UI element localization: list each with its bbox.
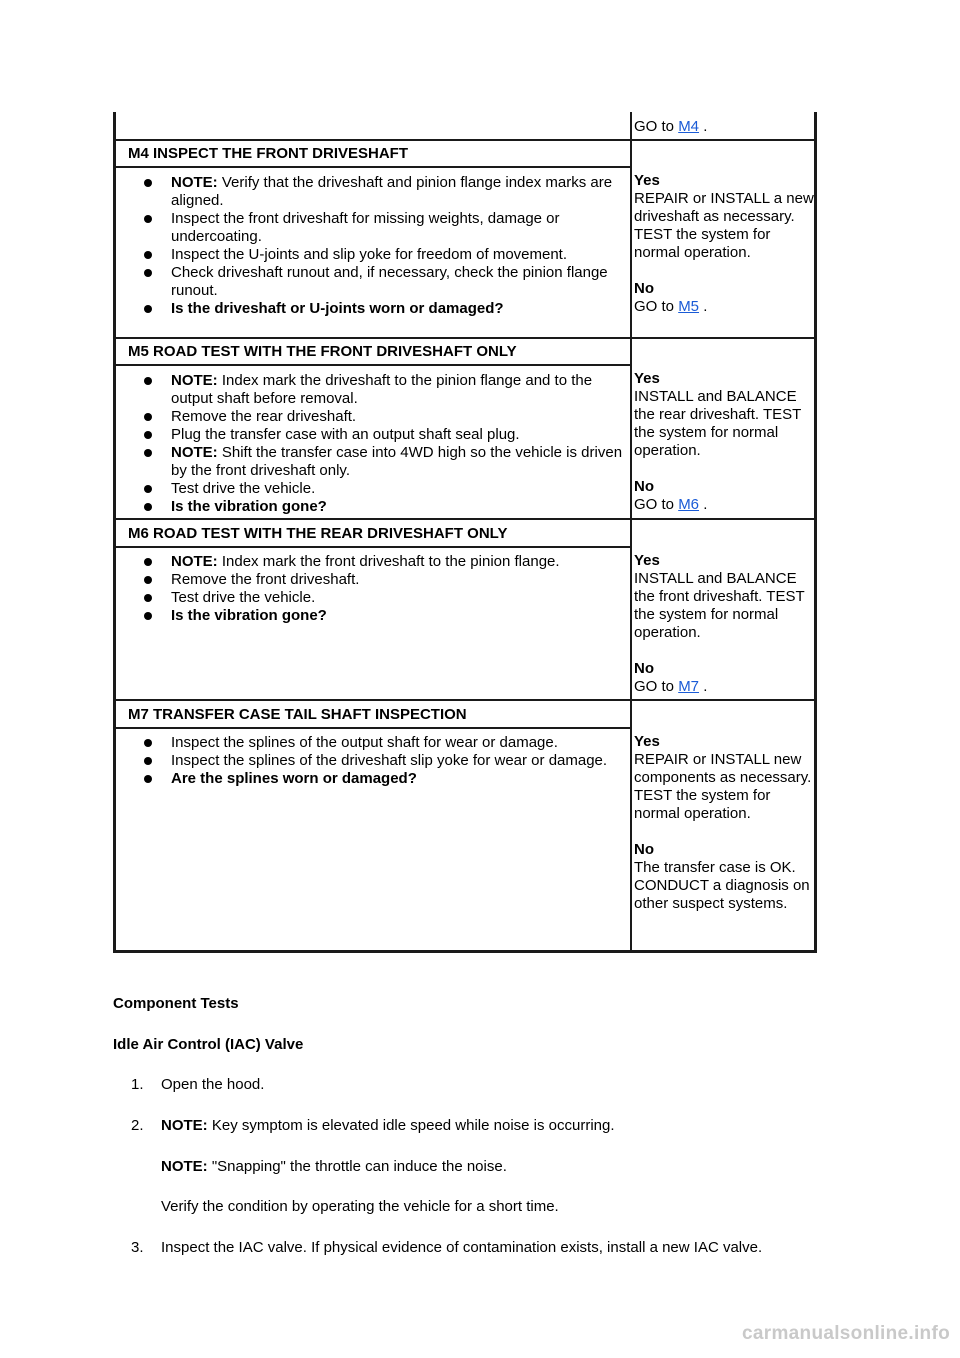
step-m6-bullets [140, 553, 625, 625]
top-result-cell: GO to M4 . [634, 118, 708, 135]
row-divider [116, 337, 814, 339]
list-item: Plug the transfer case with an output shaft seal plug. [140, 426, 625, 444]
link-m7[interactable]: M7 [678, 678, 700, 695]
list-item: Inspect the splines of the output shaft for wear or damage. [140, 734, 625, 752]
list-item: Is the driveshaft or U-joints worn or damaged? [140, 300, 625, 318]
list-item: NOTE: Index mark the front driveshaft to the pinion flange. [140, 553, 625, 571]
title-divider [116, 166, 630, 168]
step-text: Inspect the IAC valve. If physical evidence of contamination exists, install a new IAC valve. [161, 1239, 763, 1256]
list-item: Is the vibration gone? [140, 607, 625, 625]
step-m4-title: M4 INSPECT THE FRONT DRIVESHAFT [128, 145, 409, 162]
step-number: 1. [131, 1076, 144, 1093]
list-item: Is the vibration gone? [140, 498, 625, 516]
note-line: NOTE: "Snapping" the throttle can induce the noise. [161, 1158, 507, 1175]
list-item: Inspect the splines of the driveshaft slip yoke for wear or damage. [140, 752, 625, 770]
step-m7-title: M7 TRANSFER CASE TAIL SHAFT INSPECTION [128, 706, 467, 723]
list-item: Remove the rear driveshaft. [140, 408, 625, 426]
step-m6-title: M6 ROAD TEST WITH THE REAR DRIVESHAFT ONLY [128, 525, 508, 542]
list-item: Inspect the front driveshaft for missing weights, damage or undercoating. [140, 210, 625, 246]
list-item: Test drive the vehicle. [140, 480, 625, 498]
note-line: NOTE: Key symptom is elevated idle speed while noise is occurring. [161, 1117, 615, 1134]
link-m4[interactable]: M4 [678, 118, 700, 135]
row-divider [116, 518, 814, 520]
list-item: Are the splines worn or damaged? [140, 770, 625, 788]
step-m4-result: Yes REPAIR or INSTALL a new driveshaft as necessary. TEST the system for normal operation. No GO to M5 . [634, 172, 814, 315]
link-m5[interactable]: M5 [678, 298, 700, 315]
list-item: Remove the front driveshaft. [140, 571, 625, 589]
step-text: Open the hood. [161, 1076, 265, 1093]
step-m7-result: Yes REPAIR or INSTALL new components as necessary. TEST the system for normal operation. No The transfer case is OK. CONDUCT a diagnosis on other suspect systems. [634, 733, 812, 912]
list-item: Check driveshaft runout and, if necessary, check the pinion flange runout. [140, 264, 625, 300]
step-m7-bullets [140, 734, 625, 788]
list-item: Test drive the vehicle. [140, 589, 625, 607]
list-item: NOTE: Shift the transfer case into 4WD high so the vehicle is driven by the front driveshaft only. [140, 444, 625, 480]
list-item: Inspect the U-joints and slip yoke for freedom of movement. [140, 246, 625, 264]
section-heading: Component Tests [113, 995, 239, 1012]
link-m6[interactable]: M6 [678, 496, 700, 513]
row-divider [116, 699, 814, 701]
column-divider [630, 112, 632, 950]
step-text: Verify the condition by operating the vehicle for a short time. [161, 1198, 559, 1215]
diagnostic-table [113, 112, 817, 953]
list-item: NOTE: Verify that the driveshaft and pinion flange index marks are aligned. [140, 174, 625, 210]
step-m5-title: M5 ROAD TEST WITH THE FRONT DRIVESHAFT ONLY [128, 343, 517, 360]
row-divider [116, 139, 814, 141]
step-number: 2. [131, 1117, 144, 1134]
step-m4-bullets [140, 174, 625, 318]
step-m5-result: Yes INSTALL and BALANCE the rear driveshaft. TEST the system for normal operation. No GO to M6 . [634, 370, 802, 513]
step-number: 3. [131, 1239, 144, 1256]
subsection-heading: Idle Air Control (IAC) Valve [113, 1036, 304, 1053]
title-divider [116, 727, 630, 729]
title-divider [116, 364, 630, 366]
list-item: NOTE: Index mark the driveshaft to the pinion flange and to the output shaft before removal. [140, 372, 625, 408]
watermark: carmanualsonline.info [742, 1323, 950, 1344]
step-m5-bullets [140, 372, 625, 516]
title-divider [116, 546, 630, 548]
step-m6-result: Yes INSTALL and BALANCE the front driveshaft. TEST the system for normal operation. No GO to M7 . [634, 552, 805, 695]
